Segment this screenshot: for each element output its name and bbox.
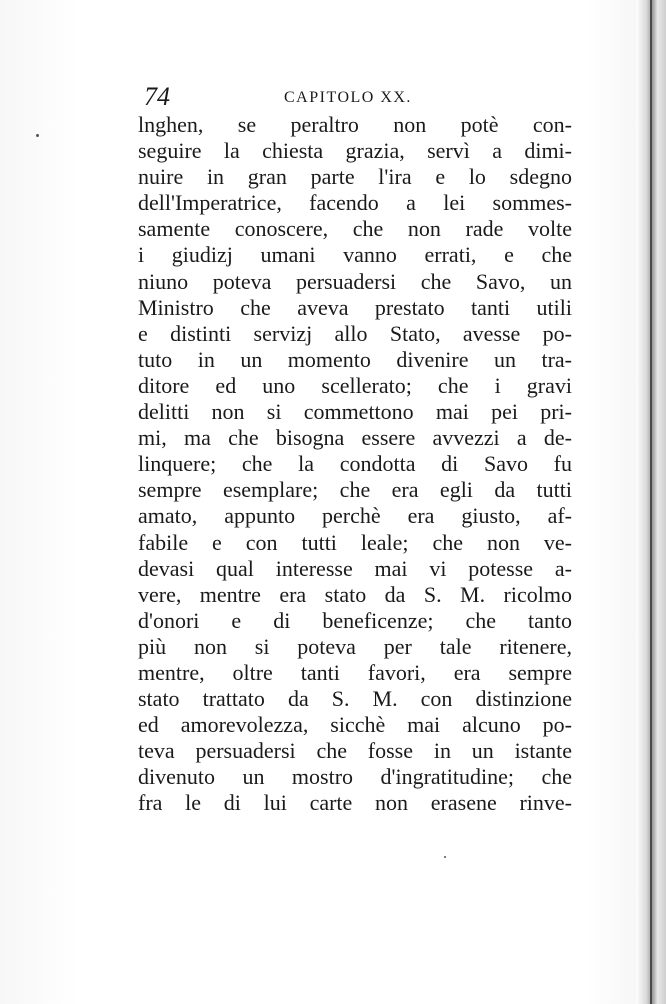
page-number: 74 bbox=[144, 82, 170, 111]
text-line: mentre, oltre tanti favori, era sempre bbox=[138, 659, 572, 685]
text-line: vere, mentre era stato da S. M. ricolmo bbox=[138, 581, 572, 607]
text-line: seguire la chiesta grazia, servì a dimi- bbox=[138, 138, 572, 164]
text-line: e distinti servizj allo Stato, avesse po- bbox=[138, 320, 572, 346]
text-line: teva persuadersi che fosse in un istante bbox=[138, 738, 572, 764]
text-line: d'onori e di beneficenze; che tanto bbox=[138, 607, 572, 633]
text-line: fra le di lui carte non erasene rinve- bbox=[138, 790, 572, 816]
text-line: fabile e con tutti leale; che non ve- bbox=[138, 529, 572, 555]
text-line: sempre esemplare; che era egli da tutti bbox=[138, 477, 572, 503]
paper-speck bbox=[36, 134, 39, 137]
text-line: Ministro che aveva prestato tanti utili bbox=[138, 294, 572, 320]
text-line: nuire in gran parte l'ira e lo sdegno bbox=[138, 164, 572, 190]
text-line: delitti non si commettono mai pei pri- bbox=[138, 399, 572, 425]
text-line: dell'Imperatrice, facendo a lei sommes- bbox=[138, 190, 572, 216]
text-line: niuno poteva persuadersi che Savo, un bbox=[138, 268, 572, 294]
text-line: i giudizj umani vanno errati, e che bbox=[138, 242, 572, 268]
text-line: stato trattato da S. M. con distinzione bbox=[138, 686, 572, 712]
text-line: ditore ed uno scellerato; che i gravi bbox=[138, 372, 572, 398]
text-line: lnghen, se peraltro non potè con- bbox=[138, 112, 572, 137]
text-line: più non si poteva per tale ritenere, bbox=[138, 633, 572, 659]
page-binding-shadow bbox=[650, 0, 652, 1004]
text-line: amato, appunto perchè era giusto, af- bbox=[138, 503, 572, 529]
text-line: samente conoscere, che non rade volte bbox=[138, 216, 572, 242]
text-line: divenuto un mostro d'ingratitudine; che bbox=[138, 764, 572, 790]
running-head: CAPITOLO XX. bbox=[284, 89, 412, 106]
text-line: ed amorevolezza, sicchè mai alcuno po- bbox=[138, 712, 572, 738]
text-line: linquere; che la condotta di Savo fu bbox=[138, 451, 572, 477]
text-line: devasi qual interesse mai vi potesse a- bbox=[138, 555, 572, 581]
text-line: tuto in un momento divenire un tra- bbox=[138, 346, 572, 372]
paper-speck bbox=[444, 856, 446, 858]
text-line: mi, ma che bisogna essere avvezzi a de- bbox=[138, 425, 572, 451]
body-text bbox=[138, 112, 572, 817]
page-header bbox=[144, 82, 570, 112]
